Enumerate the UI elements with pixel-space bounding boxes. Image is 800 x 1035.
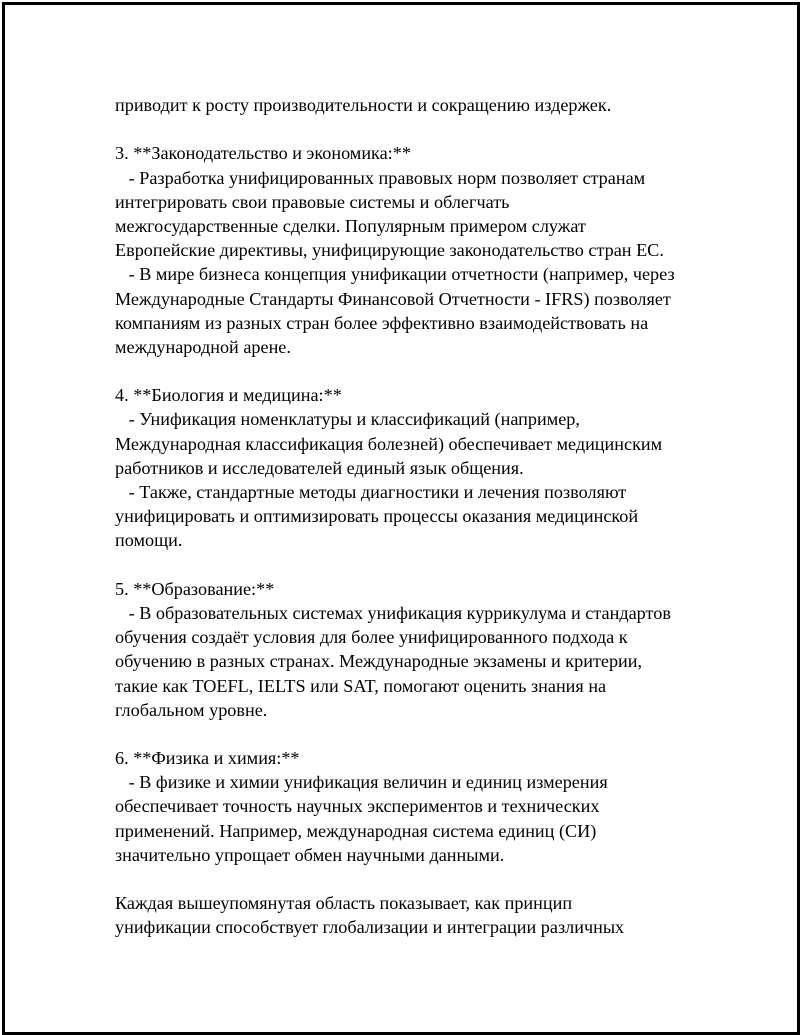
text-line: - Унификация номенклатуры и классификаций (например, <box>115 409 580 430</box>
text-line: приводит к росту производительности и сокращению издержек. <box>115 95 612 115</box>
text-line: интегрировать свои правовые системы и облегчать <box>115 191 510 212</box>
text-line: работников и исследователей единый язык общения. <box>115 457 524 478</box>
text-line: обеспечивает точность научных экспериментов и технических <box>115 796 600 817</box>
section-heading: 4. **Биология и медицина:** <box>115 385 342 406</box>
section-heading: 3. **Законодательство и экономика:** <box>115 143 411 164</box>
text-line: - В образовательных системах унификация куррикулума и стандартов <box>115 602 671 623</box>
text-line: Международные Стандарты Финансовой Отчетности - IFRS) позволяет <box>115 288 671 309</box>
text-line: помощи. <box>115 530 183 551</box>
text-line: значительно упрощает обмен научными данными. <box>115 844 505 865</box>
text-line: - Также, стандартные методы диагностики и лечения позволяют <box>115 482 627 502</box>
section-heading: 6. **Физика и химия:** <box>115 748 300 769</box>
text-line: межгосударственные сделки. Популярным примером служат <box>115 215 586 236</box>
text-line: международной арене. <box>115 336 291 357</box>
text-line: применений. Например, международная система единиц (СИ) <box>115 820 597 841</box>
text-line: - Разработка унифицированных правовых норм позволяет странам <box>115 167 646 188</box>
text-line: Каждая вышеупомянутая область показывает, как принцип <box>115 893 573 914</box>
blank-line <box>115 117 755 141</box>
text-line: унификации способствует глобализации и интеграции различных <box>115 917 625 938</box>
text-line: - В физике и химии унификация величин и единиц измерения <box>115 772 608 793</box>
text-line: Международная классификация болезней) обеспечивает медицинским <box>115 433 663 454</box>
text-line: такие как TOEFL, IELTS или SAT, помогают оценить знания на <box>115 675 607 696</box>
text-line: глобальном уровне. <box>115 699 268 720</box>
blank-line <box>115 867 755 891</box>
blank-line <box>115 722 755 746</box>
text-line: обучению в разных странах. Международные экзамены и критерии, <box>115 651 643 672</box>
blank-line <box>115 359 755 383</box>
section-heading: 5. **Образование:** <box>115 578 275 599</box>
text-line: обучения создаёт условия для более унифицированного подхода к <box>115 627 628 648</box>
document-text <box>115 93 755 940</box>
text-line: унифицировать и оптимизировать процессы оказания медицинской <box>115 506 639 527</box>
text-line: Европейские директивы, унифицирующие законодательство стран ЕС. <box>115 240 664 261</box>
blank-line <box>115 553 755 577</box>
text-line: компаниям из разных стран более эффективно взаимодействовать на <box>115 312 649 333</box>
text-line: - В мире бизнеса концепция унификации отчетности (например, через <box>115 264 675 285</box>
